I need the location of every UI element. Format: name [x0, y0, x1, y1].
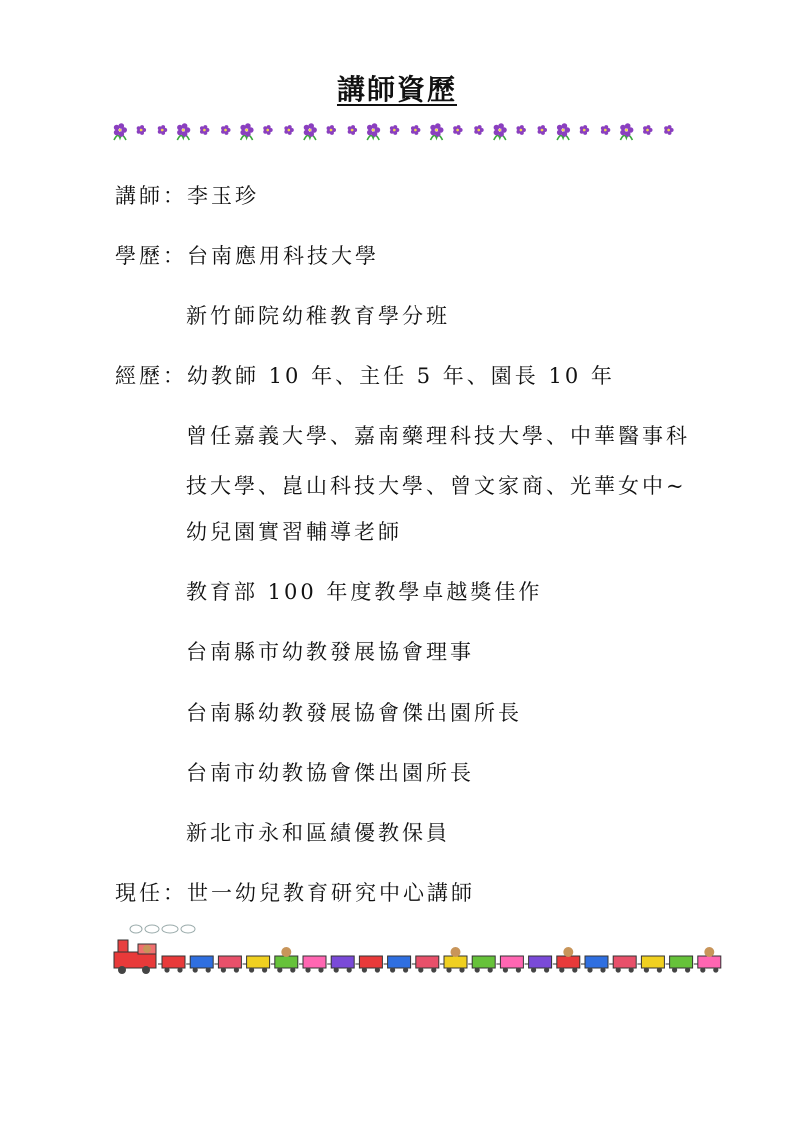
experience-line: 經歷：幼教師 10 年、主任 5 年、園長 10 年	[115, 364, 615, 388]
train-car	[214, 956, 241, 973]
flower	[240, 123, 253, 140]
flower	[643, 125, 652, 135]
experience-line: 教育部 100 年度教學卓越獎佳作	[186, 580, 543, 604]
flower	[430, 123, 443, 140]
flower	[348, 125, 357, 135]
flower	[580, 125, 589, 135]
train-car	[158, 956, 185, 973]
train-car	[412, 956, 439, 973]
train-car	[609, 956, 636, 973]
train-car	[186, 956, 213, 973]
train-car	[299, 956, 326, 973]
train-car	[468, 956, 495, 973]
flower	[664, 125, 673, 135]
experience-line: 台南市幼教協會傑出園所長	[186, 761, 474, 785]
flower	[158, 125, 167, 135]
instructor-line: 講師：李玉珍	[115, 184, 259, 208]
flower	[284, 125, 293, 135]
flower	[516, 125, 525, 135]
train-car	[384, 956, 411, 973]
page-title: 講師資歷	[336, 73, 457, 106]
flower	[557, 123, 570, 140]
current-position-line: 現任：世一幼兒教育研究中心講師	[115, 881, 475, 905]
train-car	[243, 956, 270, 973]
flower	[327, 125, 336, 135]
flower	[263, 125, 272, 135]
flower	[304, 123, 317, 140]
experience-line: 技大學、崑山科技大學、曾文家商、光華女中~	[186, 474, 687, 498]
flower	[601, 125, 610, 135]
flower	[367, 123, 380, 140]
flower	[114, 123, 127, 140]
flower	[200, 125, 209, 135]
train-car	[327, 956, 354, 973]
train-car	[355, 956, 382, 973]
experience-line: 幼兒園實習輔導老師	[186, 520, 402, 544]
train-car	[271, 947, 298, 973]
experience-line: 曾任嘉義大學、嘉南藥理科技大學、中華醫事科	[186, 424, 690, 448]
train-car	[581, 956, 608, 973]
experience-line: 台南縣幼教發展協會傑出園所長	[186, 701, 522, 725]
education-line: 學歷：台南應用科技大學	[115, 244, 379, 268]
flower	[453, 125, 462, 135]
experience-line: 台南縣市幼教發展協會理事	[186, 640, 474, 664]
flower-border	[110, 118, 680, 146]
train-car	[666, 956, 693, 973]
flower	[411, 125, 420, 135]
flower	[390, 125, 399, 135]
flower	[177, 123, 190, 140]
train-car	[440, 947, 467, 973]
flower	[620, 123, 633, 140]
train-car	[553, 947, 580, 973]
purple-flower-icon	[114, 123, 674, 140]
flower	[137, 125, 146, 135]
flower	[538, 125, 547, 135]
train-car	[694, 947, 721, 973]
flower	[221, 125, 230, 135]
train-car	[496, 956, 523, 973]
education-line: 新竹師院幼稚教育學分班	[186, 304, 450, 328]
flower	[474, 125, 483, 135]
train-car	[637, 956, 664, 973]
toy-train-icon	[114, 925, 721, 974]
experience-line: 新北市永和區績優教保員	[186, 821, 450, 845]
train-border	[106, 922, 728, 978]
flower	[494, 123, 507, 140]
train-car	[525, 956, 552, 973]
